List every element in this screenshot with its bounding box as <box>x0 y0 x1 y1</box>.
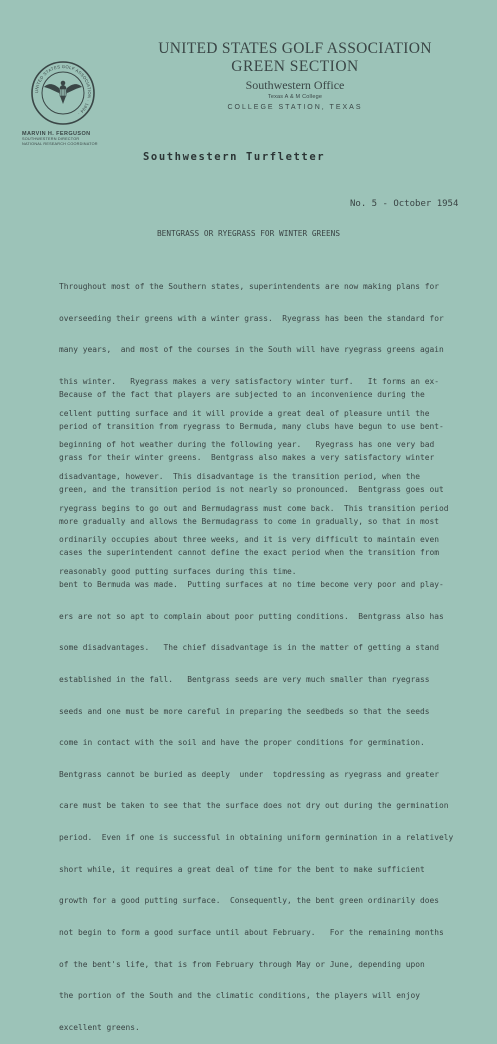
paragraph-line: of the bent's life, that is from February through May or June, depending upon <box>59 959 425 969</box>
paragraph-line: beginning of hot weather during the following year. Ryegrass has one very bad <box>59 440 435 450</box>
paragraph-line: short while, it requires a great deal of time for the bent to make sufficient <box>59 864 425 874</box>
paragraph-line: bent to Bermuda was made. Putting surfaces at no time become very poor and play- <box>59 579 444 589</box>
paragraph-line: overseeding their greens with a winter grass. Ryegrass has been the standard for <box>59 313 444 323</box>
paragraph-line: period of transition from ryegrass to Bermuda, many clubs have begun to use bent- <box>59 421 444 431</box>
paragraph-line: care must be taken to see that the surface does not dry out during the germination <box>59 801 449 811</box>
paragraph-line: period. Even if one is successful in obtaining uniform germination in a relatively <box>59 833 454 843</box>
paragraph-line: green, and the transition period is not nearly so pronounced. Bentgrass goes out <box>59 485 444 495</box>
paragraph-line: the portion of the South and the climatic conditions, the players will enjoy <box>59 991 421 1001</box>
director-name: MARVIN H. FERGUSON <box>22 131 91 137</box>
usga-seal-logo <box>30 60 96 126</box>
paragraph-line: growth for a good putting surface. Consequently, the bent green ordinarily does <box>59 896 440 906</box>
paragraph-line: disadvantage, however. This disadvantage is the transition period, when the <box>59 471 421 481</box>
office-name: Southwestern Office <box>245 78 345 92</box>
paragraph-line: cellent putting surface and it will provide a great deal of pleasure until the <box>59 408 430 418</box>
director-block <box>22 131 98 146</box>
paragraph-line: grass for their winter greens. Bentgrass also makes a very satisfactory winter <box>59 453 435 463</box>
director-subtitle: NATIONAL RESEARCH COORDINATOR <box>22 141 98 146</box>
college-name: Texas A & M College <box>267 94 323 100</box>
newsletter-title: Southwestern Turfletter <box>143 151 326 163</box>
paragraph-line: Bentgrass cannot be buried as deeply under topdressing as ryegrass and greater <box>59 769 440 779</box>
paragraph-line: Because of the fact that players are subjected to an inconvenience during the <box>59 390 425 400</box>
paragraph-line: this winter. Ryegrass makes a very satisfactory winter turf. It forms an ex- <box>59 377 440 387</box>
paragraph-line: come in contact with the soil and have the proper conditions for germination. <box>59 738 425 748</box>
paragraph-line: excellent greens. <box>59 1022 140 1032</box>
body-paragraph-2 <box>59 369 479 1044</box>
issue-number-date: No. 5 - October 1954 <box>350 199 459 209</box>
paragraph-line: cases the superintendent cannot define the exact period when the transition from <box>59 548 440 558</box>
paragraph-line: many years, and most of the courses in the South will have ryegrass greens again <box>59 345 444 355</box>
organization-name: UNITED STATES GOLF ASSOCIATION <box>158 40 432 57</box>
article-title: BENTGRASS OR RYEGRASS FOR WINTER GREENS <box>156 229 341 238</box>
paragraph-line: ryegrass begins to go out and Bermudagrass must come back. This transition period <box>59 503 449 513</box>
paragraph-line: more gradually and allows the Bermudagrass to come in gradually, so that in most <box>59 516 440 526</box>
director-title: SOUTHWESTERN DIRECTOR <box>22 137 80 141</box>
paragraph-line: not begin to form a good surface until about February. For the remaining months <box>59 927 444 937</box>
section-name: GREEN SECTION <box>231 58 359 75</box>
paragraph-line: established in the fall. Bentgrass seeds are very much smaller than ryegrass <box>59 674 430 684</box>
paragraph-line: reasonably good putting surfaces during this time. <box>59 566 297 576</box>
office-location: COLLEGE STATION, TEXAS <box>227 104 363 111</box>
paragraph-line: ers are not so apt to complain about poor putting conditions. Bentgrass also has <box>59 611 444 621</box>
paragraph-line: seeds and one must be more careful in preparing the seedbeds so that the seeds <box>59 706 430 716</box>
paragraph-line: Throughout most of the Southern states, superintendents are now making plans for <box>59 282 440 292</box>
paragraph-line: some disadvantages. The chief disadvantage is in the matter of getting a stand <box>59 643 440 653</box>
paragraph-line: ordinarily occupies about three weeks, and it is very difficult to maintain even <box>59 535 440 545</box>
svg-text:UNITED STATES GOLF ASSOCIATION: UNITED STATES GOLF ASSOCIATION · 1894 · <box>33 63 93 117</box>
